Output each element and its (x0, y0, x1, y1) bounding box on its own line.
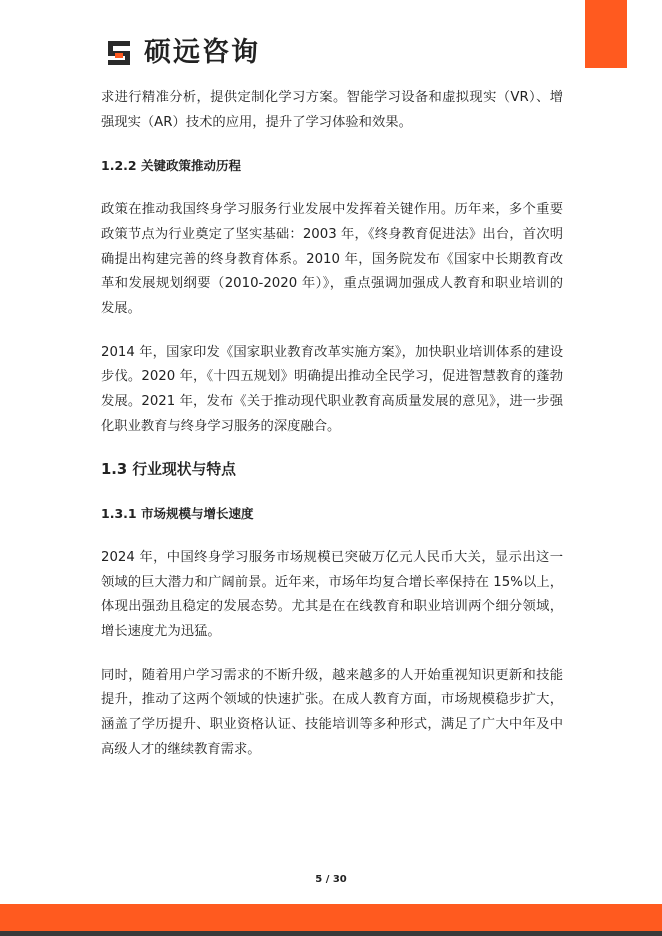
paragraph-intro: 求进行精准分析，提供定制化学习方案。智能学习设备和虚拟现实（VR）、增强现实（AR）技术的应用，提升了学习体验和效果。 (101, 90, 563, 130)
logo-text: 硕远咨询 (144, 37, 260, 68)
section-heading-1-2-2: 1.2.2 关键政策推动历程 (101, 158, 241, 174)
company-logo (104, 35, 260, 71)
corner-accent-tab (585, 0, 627, 68)
page-number: 5 / 30 (315, 874, 347, 885)
document-body (101, 86, 563, 762)
paragraph-policy-1: 政策在推动我国终身学习服务行业发展中发挥着关键作用。历年来，多个重要政策节点为行业奠定了坚实基础：2003 年，《终身教育促进法》出台，首次明确提出构建完善的终身教育体系。2010 年，国务院发布《国家中长期教育改革和发展规划纲要（2010-2020 年）》，重点强调加强成人教育和职业培训的发展。 (101, 202, 563, 316)
section-heading-1-3-1: 1.3.1 市场规模与增长速度 (101, 506, 254, 522)
footer-accent-bar (0, 904, 662, 931)
footer-dark-line (0, 931, 662, 936)
paragraph-policy-2: 2014 年，国家印发《国家职业教育改革实施方案》，加快职业培训体系的建设步伐。2020 年，《十四五规划》明确提出推动全民学习，促进智慧教育的蓬勃发展。2021 年，发布《关于推动现代职业教育高质量发展的意见》，进一步强化职业教育与终身学习服务的深度融合。 (101, 344, 563, 434)
paragraph-market-2: 同时，随着用户学习需求的不断升级，越来越多的人开始重视知识更新和技能提升，推动了这两个领域的快速扩张。在成人教育方面，市场规模稳步扩大，涵盖了学历提升、职业资格认证、技能培训等多种形式，满足了广大中年及中高级人才的继续教育需求。 (101, 667, 563, 757)
paragraph-market-1: 2024 年，中国终身学习服务市场规模已突破万亿元人民币大关，显示出这一领域的巨大潜力和广阔前景。近年来，市场年均复合增长率保持在 15%以上，体现出强劲且稳定的发展态势。尤其是在在线教育和职业培训两个细分领域，增长速度尤为迅猛。 (101, 549, 563, 639)
section-heading-1-3: 1.3 行业现状与特点 (101, 461, 236, 479)
sy-logo-icon (104, 37, 136, 69)
